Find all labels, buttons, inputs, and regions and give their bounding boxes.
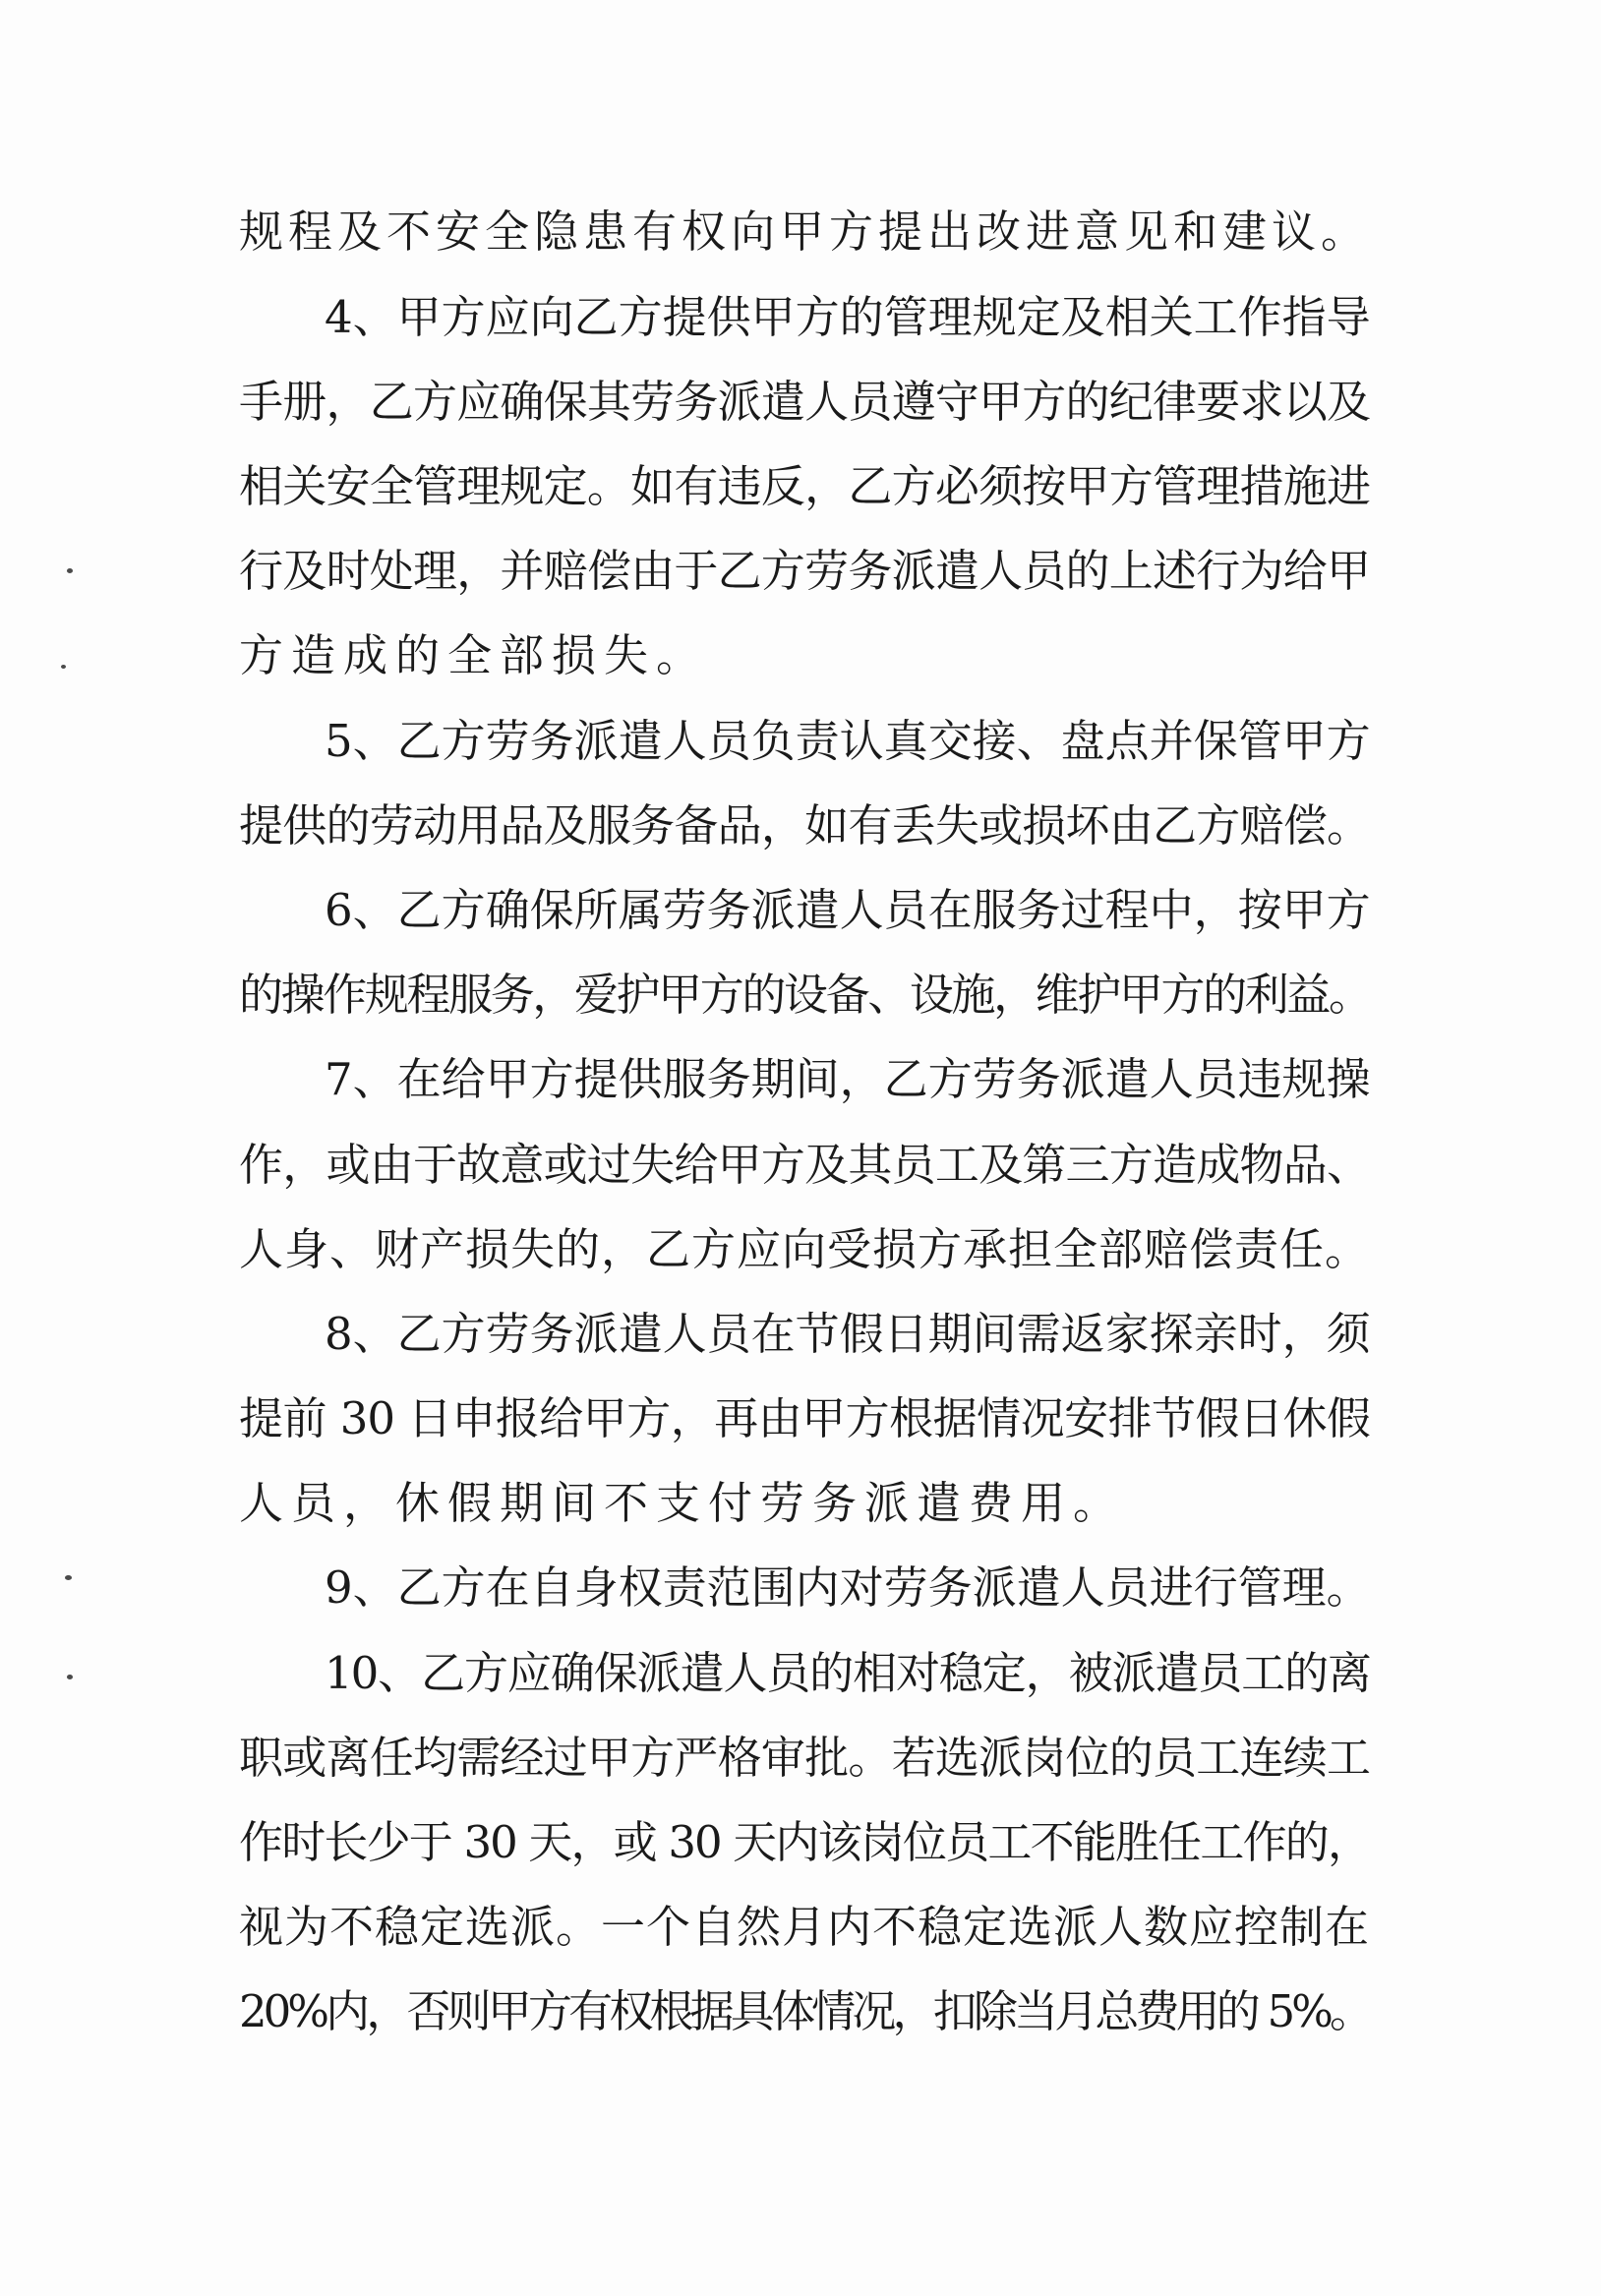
paragraph-8-line-1: 8、乙方劳务派遣人员在节假日期间需返家探亲时，须: [325, 1308, 1371, 1360]
scan-speck: [61, 665, 66, 669]
scan-speck: [65, 1575, 72, 1580]
paragraph-6-line-2: 的操作规程服务，爱护甲方的设备、设施，维护甲方的利益。: [239, 969, 1370, 1021]
paragraph-9-line-1: 9、乙方在自身权责范围内对劳务派遣人员进行管理。: [325, 1561, 1371, 1614]
scan-speck: [67, 1675, 73, 1679]
paragraph-10-line-4: 视为不稳定选派。一个自然月内不稳定选派人数应控制在: [239, 1901, 1371, 1953]
paragraph-10-line-5: 20%内，否则甲方有权根据具体情况，扣除当月总费用的 5%。: [239, 1985, 1370, 2037]
paragraph-7-line-2: 作，或由于故意或过失给甲方及其员工及第三方造成物品、: [239, 1139, 1370, 1191]
paragraph-4-line-3: 相关安全管理规定。如有违反，乙方必须按甲方管理措施进: [239, 460, 1370, 512]
paragraph-6-line-1: 6、乙方确保所属劳务派遣人员在服务过程中，按甲方: [325, 884, 1371, 936]
paragraph-8-line-3: 人员，休假期间不支付劳务派遣费用。: [239, 1477, 1126, 1529]
paragraph-10-line-3: 作时长少于 30 天，或 30 天内该岗位员工不能胜任工作的，: [239, 1816, 1370, 1868]
paragraph-4-line-4: 行及时处理，并赔偿由于乙方劳务派遣人员的上述行为给甲: [239, 545, 1370, 597]
paragraph-10-line-2: 职或离任均需经过甲方严格审批。若选派岗位的员工连续工: [239, 1732, 1370, 1784]
paragraph-3-line-2: 规程及不安全隐患有权向甲方提出改进意见和建议。: [239, 206, 1371, 258]
paragraph-10-line-1: 10、乙方应确保派遣人员的相对稳定，被派遣员工的离: [325, 1647, 1370, 1699]
paragraph-4-line-5: 方造成的全部损失。: [239, 629, 709, 681]
paragraph-7-line-3: 人身、财产损失的，乙方应向受损方承担全部赔偿责任。: [239, 1223, 1371, 1275]
paragraph-4-line-1: 4、甲方应向乙方提供甲方的管理规定及相关工作指导: [325, 291, 1371, 343]
scan-speck: [67, 568, 73, 573]
paragraph-7-line-1: 7、在给甲方提供服务期间，乙方劳务派遣人员违规操: [325, 1053, 1371, 1105]
paragraph-5-line-2: 提供的劳动用品及服务备品，如有丢失或损坏由乙方赔偿。: [239, 799, 1370, 852]
paragraph-8-line-2: 提前 30 日申报给甲方，再由甲方根据情况安排节假日休假: [239, 1392, 1370, 1444]
paragraph-5-line-1: 5、乙方劳务派遣人员负责认真交接、盘点并保管甲方: [325, 715, 1371, 767]
paragraph-4-line-2: 手册，乙方应确保其劳务派遣人员遵守甲方的纪律要求以及: [239, 376, 1370, 428]
